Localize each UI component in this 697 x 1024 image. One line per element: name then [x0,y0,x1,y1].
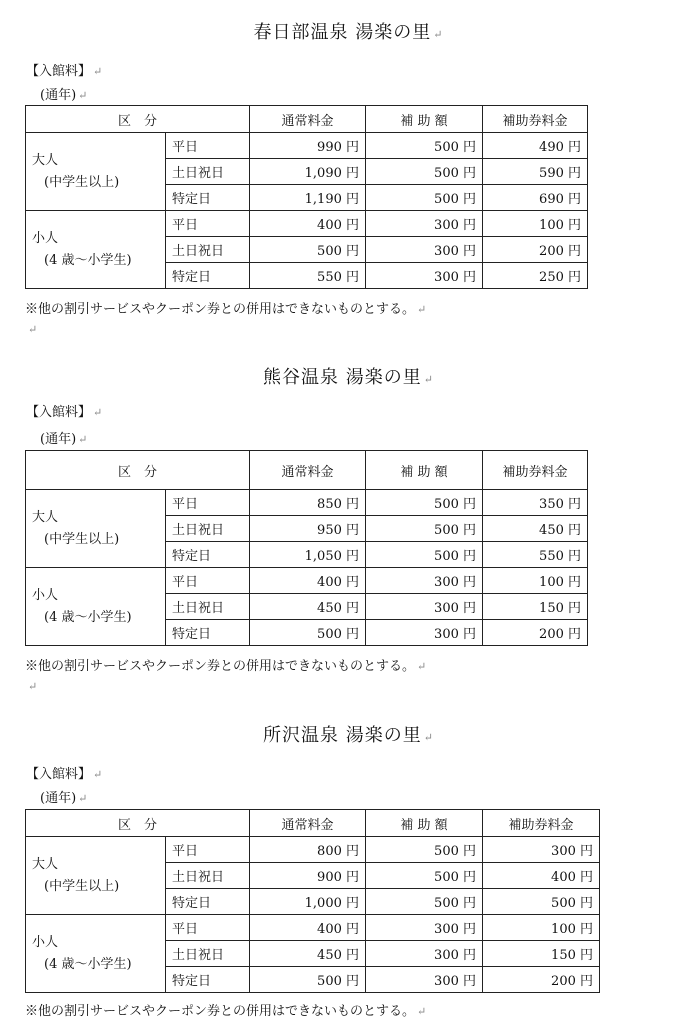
note-text: ※他の割引サービスやクーポン券との併用はできないものとする。 ↵ [25,302,427,317]
group-child: 小人 (4 歳～小学生) [26,915,166,993]
day-type: 土日祝日 [166,516,250,542]
ticket-price: 100 円 [483,568,588,594]
table-row [26,490,588,516]
day-type: 平日 [166,211,250,237]
ticket-price: 150 円 [483,941,600,967]
table-row [26,837,600,863]
paragraph-mark: ↵ [28,680,38,693]
regular-price: 1,090 円 [250,159,366,185]
fee-table [25,450,588,646]
header-category: 区 分 [26,810,250,837]
subsidy-amount: 500 円 [366,133,483,159]
header-regular: 通常料金 [250,106,366,133]
regular-price: 990 円 [250,133,366,159]
subsidy-amount: 300 円 [366,211,483,237]
ticket-price: 550 円 [483,542,588,568]
regular-price: 400 円 [250,915,366,941]
table-row [26,133,588,159]
ticket-price: 100 円 [483,915,600,941]
ticket-price: 690 円 [483,185,588,211]
subsidy-amount: 500 円 [366,490,483,516]
day-type: 特定日 [166,889,250,915]
day-type: 平日 [166,915,250,941]
day-type: 特定日 [166,263,250,289]
day-type: 特定日 [166,620,250,646]
ticket-price: 590 円 [483,159,588,185]
ticket-price: 500 円 [483,889,600,915]
subsidy-amount: 500 円 [366,863,483,889]
subsidy-amount: 300 円 [366,568,483,594]
subsidy-amount: 300 円 [366,620,483,646]
regular-price: 400 円 [250,211,366,237]
ticket-price: 250 円 [483,263,588,289]
table-header-row [26,451,588,490]
subsidy-amount: 500 円 [366,837,483,863]
day-type: 土日祝日 [166,594,250,620]
ticket-price: 350 円 [483,490,588,516]
ticket-price: 300 円 [483,837,600,863]
day-type: 平日 [166,133,250,159]
table-row [26,211,588,237]
subsidy-amount: 500 円 [366,889,483,915]
entry-label: 【入館料】 ↵ [26,64,103,79]
subsidy-amount: 500 円 [366,159,483,185]
subsidy-amount: 300 円 [366,263,483,289]
regular-price: 1,050 円 [250,542,366,568]
header-regular: 通常料金 [250,451,366,490]
period-label: (通年) ↵ [40,432,88,447]
table-row [26,915,600,941]
regular-price: 450 円 [250,941,366,967]
day-type: 土日祝日 [166,863,250,889]
regular-price: 500 円 [250,967,366,993]
group-adult: 大人 (中学生以上) [26,133,166,211]
header-subsidy: 補 助 額 [366,810,483,837]
note-text: ※他の割引サービスやクーポン券との併用はできないものとする。 ↵ [25,1004,427,1019]
ticket-price: 400 円 [483,863,600,889]
period-label: (通年) ↵ [40,88,88,103]
subsidy-amount: 300 円 [366,915,483,941]
regular-price: 1,000 円 [250,889,366,915]
subsidy-amount: 500 円 [366,516,483,542]
entry-label: 【入館料】 ↵ [26,767,103,782]
day-type: 特定日 [166,967,250,993]
fee-table [25,809,600,993]
day-type: 平日 [166,837,250,863]
regular-price: 900 円 [250,863,366,889]
ticket-price: 200 円 [483,967,600,993]
subsidy-amount: 300 円 [366,594,483,620]
subsidy-amount: 300 円 [366,237,483,263]
ticket-price: 200 円 [483,237,588,263]
header-category: 区 分 [26,106,250,133]
header-ticket: 補助券料金 [483,451,588,490]
day-type: 平日 [166,568,250,594]
regular-price: 800 円 [250,837,366,863]
paragraph-mark: ↵ [28,323,38,336]
subsidy-amount: 500 円 [366,185,483,211]
regular-price: 950 円 [250,516,366,542]
day-type: 特定日 [166,185,250,211]
day-type: 土日祝日 [166,159,250,185]
regular-price: 850 円 [250,490,366,516]
header-subsidy: 補 助 額 [366,106,483,133]
table-header-row [26,810,600,837]
regular-price: 1,190 円 [250,185,366,211]
subsidy-amount: 500 円 [366,542,483,568]
day-type: 特定日 [166,542,250,568]
header-regular: 通常料金 [250,810,366,837]
header-category: 区 分 [26,451,250,490]
facility-title: 所沢温泉 湯楽の里 ↵ [263,725,434,746]
ticket-price: 150 円 [483,594,588,620]
ticket-price: 100 円 [483,211,588,237]
note-text: ※他の割引サービスやクーポン券との併用はできないものとする。 ↵ [25,659,427,674]
group-child: 小人 (4 歳～小学生) [26,211,166,289]
table-row [26,568,588,594]
facility-title: 熊谷温泉 湯楽の里 ↵ [263,367,434,388]
header-ticket: 補助券料金 [483,106,588,133]
ticket-price: 490 円 [483,133,588,159]
table-header-row [26,106,588,133]
group-adult: 大人 (中学生以上) [26,490,166,568]
period-label: (通年) ↵ [40,791,88,806]
day-type: 平日 [166,490,250,516]
group-child: 小人 (4 歳～小学生) [26,568,166,646]
group-adult: 大人 (中学生以上) [26,837,166,915]
regular-price: 500 円 [250,620,366,646]
entry-label: 【入館料】 ↵ [26,405,103,420]
facility-title: 春日部温泉 湯楽の里 ↵ [253,22,444,43]
subsidy-amount: 300 円 [366,941,483,967]
regular-price: 550 円 [250,263,366,289]
regular-price: 400 円 [250,568,366,594]
day-type: 土日祝日 [166,237,250,263]
subsidy-amount: 300 円 [366,967,483,993]
regular-price: 500 円 [250,237,366,263]
ticket-price: 450 円 [483,516,588,542]
regular-price: 450 円 [250,594,366,620]
header-ticket: 補助券料金 [483,810,600,837]
ticket-price: 200 円 [483,620,588,646]
header-subsidy: 補 助 額 [366,451,483,490]
fee-table [25,105,588,289]
day-type: 土日祝日 [166,941,250,967]
